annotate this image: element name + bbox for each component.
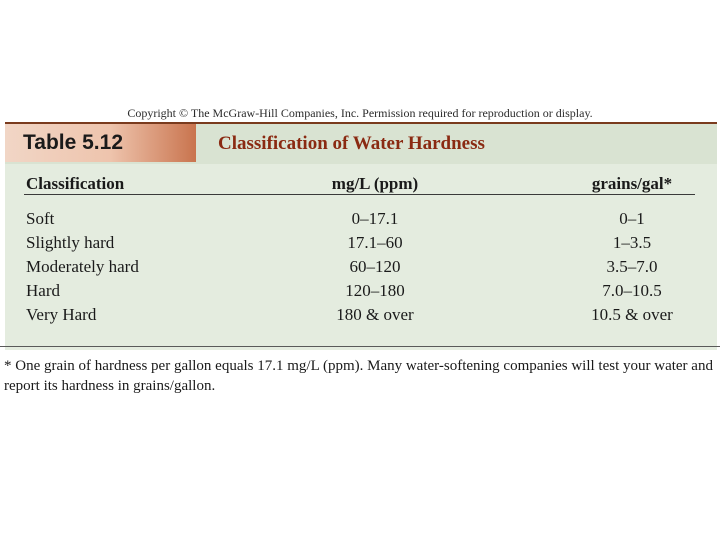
- mg-per-liter-cell: 17.1–60: [347, 233, 403, 252]
- column-header-classification: Classification: [26, 174, 125, 193]
- table-row: [5, 255, 717, 279]
- mg-per-liter-cell: 180 & over: [336, 305, 414, 324]
- classification-cell: Hard: [26, 281, 60, 300]
- classification-cell: Slightly hard: [26, 233, 115, 252]
- table-row: [5, 279, 717, 303]
- table-number-label: Table 5.12: [5, 124, 196, 162]
- grains-per-gallon-cell: 1–3.5: [612, 233, 652, 252]
- table-footnote: * One grain of hardness per gallon equals 17.1 mg/L (ppm). Many water-softening companies will test your water and report its hardness in grains/gallon.: [4, 358, 713, 394]
- grains-per-gallon-cell: 3.5–7.0: [606, 257, 658, 276]
- table-bottom-divider: [0, 346, 720, 347]
- column-header-grains-per-gallon: grains/gal*: [591, 174, 673, 193]
- classification-cell: Soft: [26, 209, 55, 228]
- table-row: [5, 231, 717, 255]
- grains-per-gallon-cell: 7.0–10.5: [602, 281, 662, 300]
- table-title: Classification of Water Hardness: [218, 133, 485, 154]
- mg-per-liter-cell: 120–180: [345, 281, 405, 300]
- hardness-table: [5, 122, 717, 350]
- header-divider: [24, 194, 695, 195]
- mg-per-liter-cell: 60–120: [349, 257, 401, 276]
- table-row: [5, 207, 717, 231]
- copyright-notice: Copyright © The McGraw-Hill Companies, Inc. Permission required for reproduction or display.: [127, 106, 593, 120]
- classification-cell: Moderately hard: [26, 257, 139, 276]
- column-header-mg-per-liter: mg/L (ppm): [331, 174, 419, 193]
- grains-per-gallon-cell: 0–1: [619, 209, 645, 228]
- mg-per-liter-cell: 0–17.1: [351, 209, 399, 228]
- grains-per-gallon-cell: 10.5 & over: [591, 305, 673, 324]
- classification-cell: Very Hard: [26, 305, 97, 324]
- table-row: [5, 303, 717, 327]
